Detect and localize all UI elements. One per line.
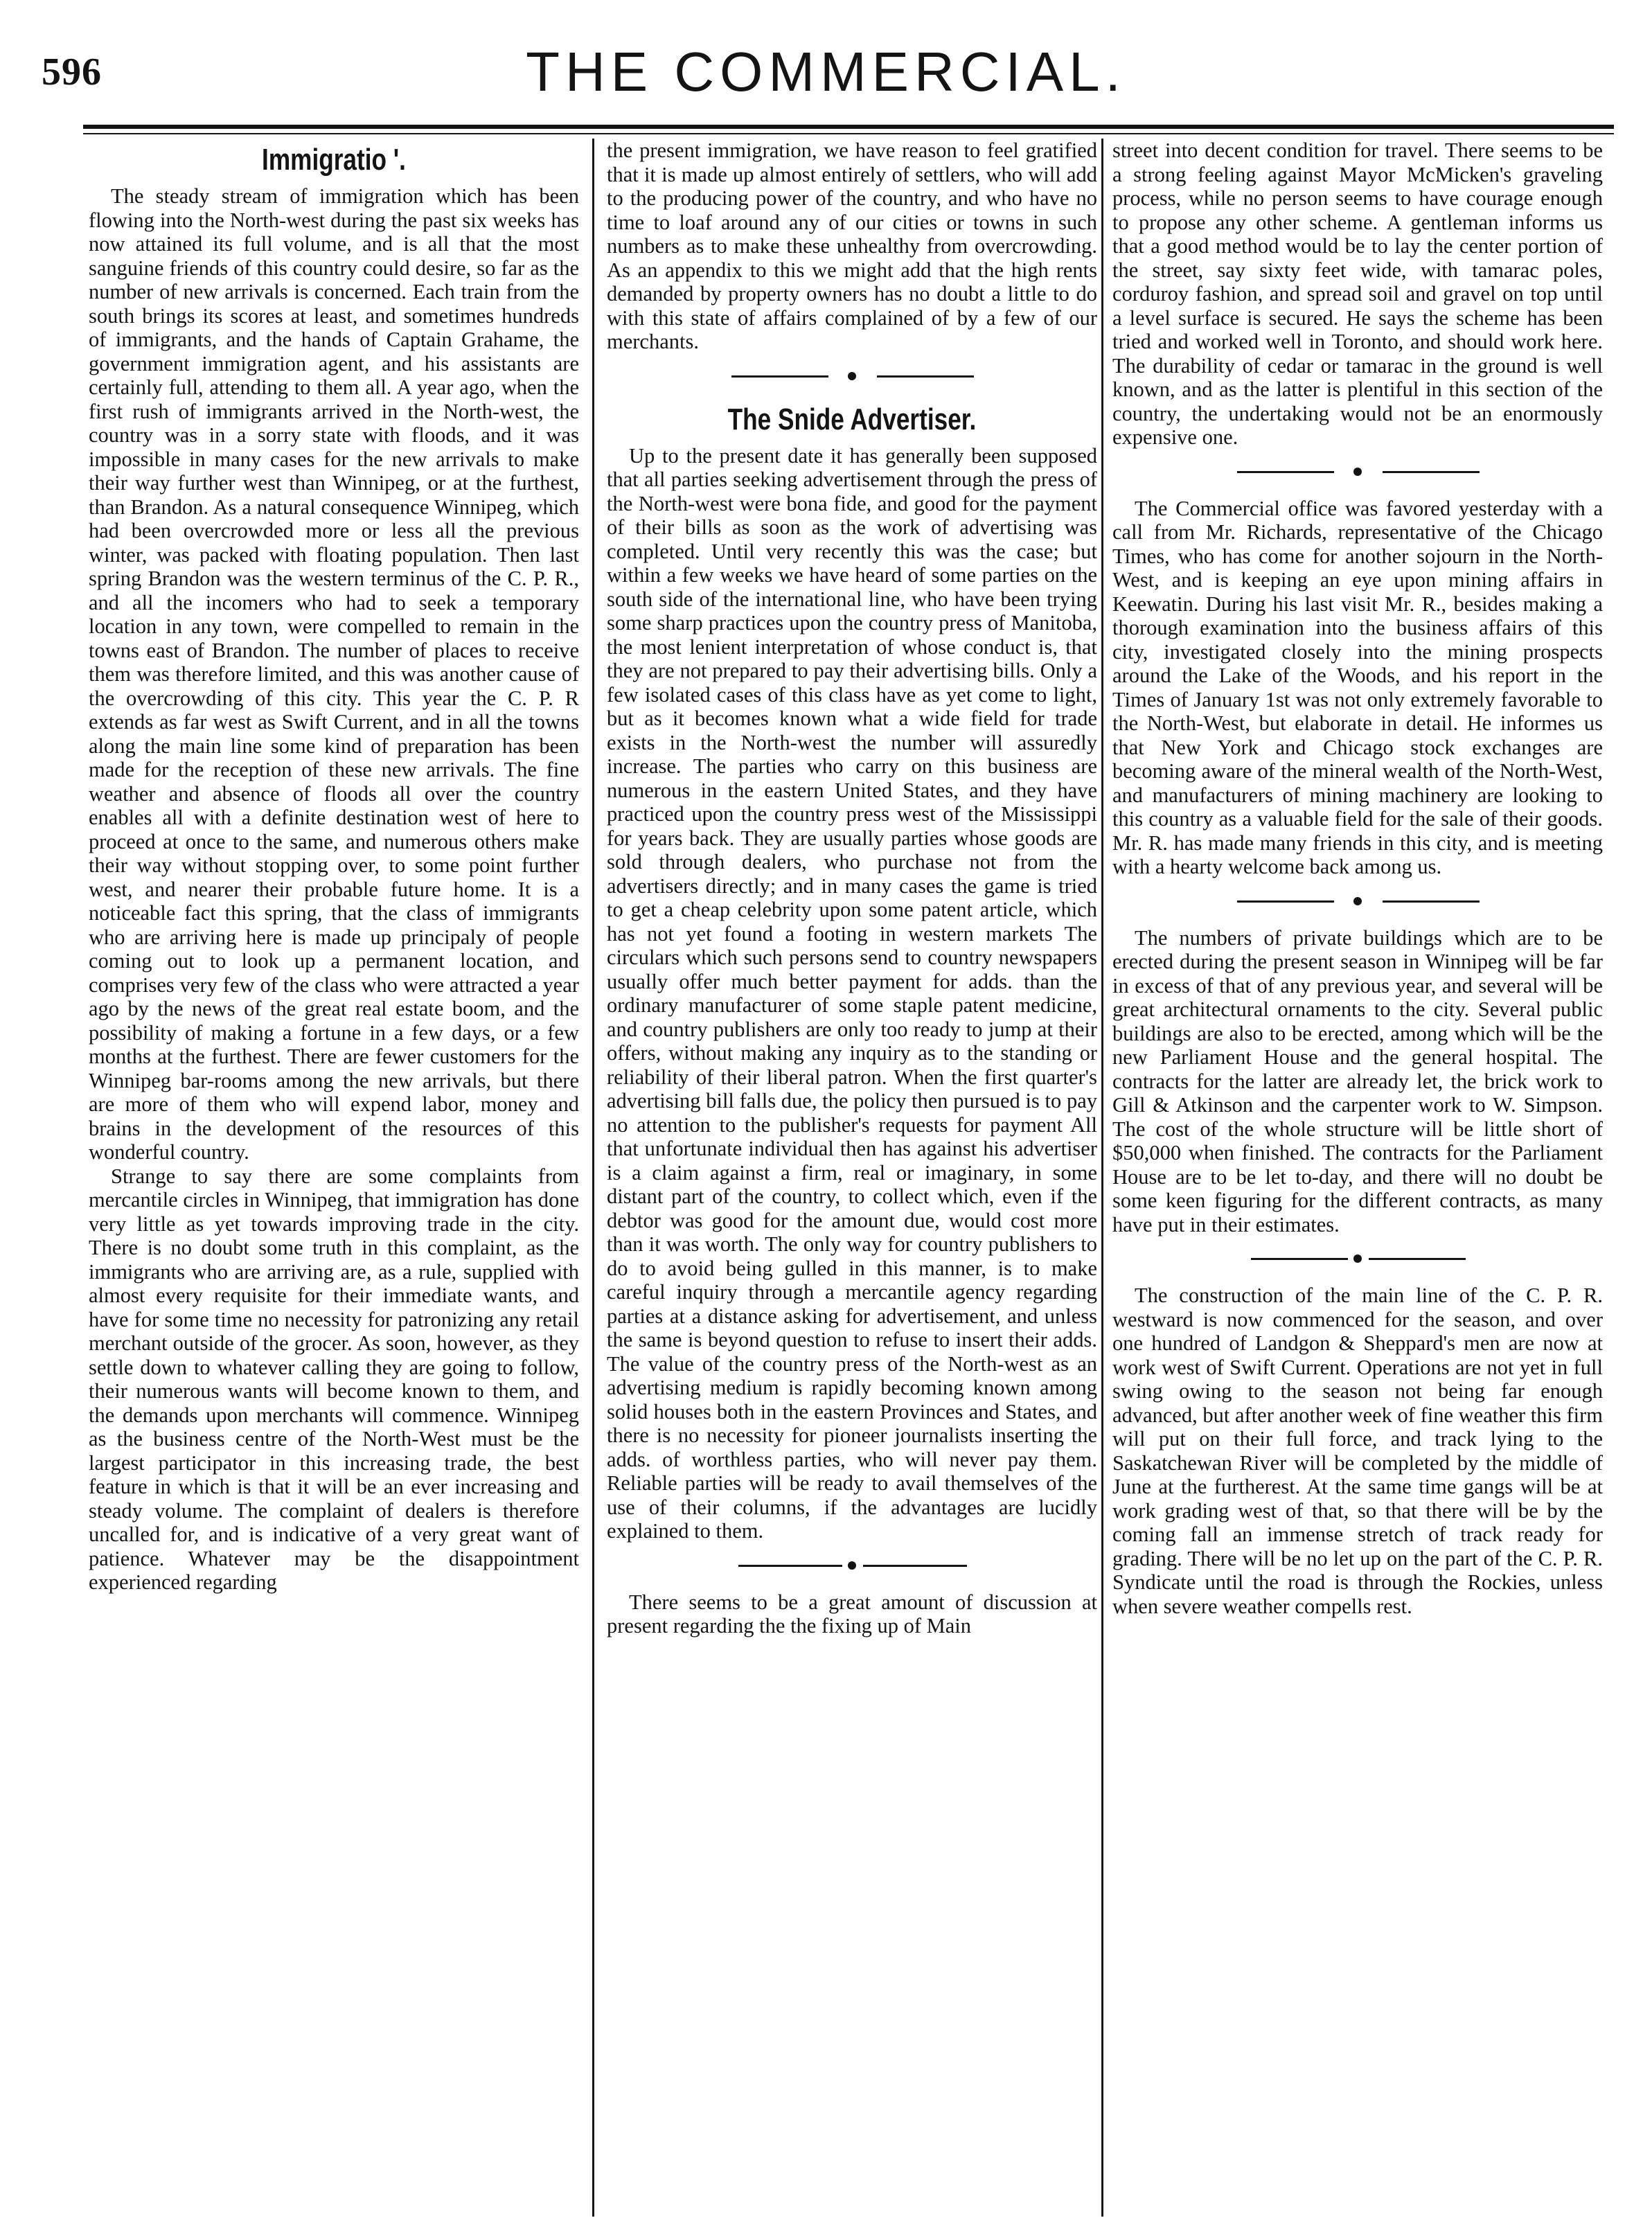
- section-separator: [607, 1553, 1097, 1578]
- column-divider: [592, 139, 594, 2217]
- masthead-rule-thin: [83, 133, 1614, 134]
- section-separator: [1112, 459, 1603, 484]
- article-paragraph: The steady stream of immigration which has been flowing into the North-west during the past six weeks has now attained its full volume, and is all that the most sanguine friends of this country could desire, so far as the number of new arrivals is concerned. Each train from the south brings its scores at least, and sometimes hundreds of immigrants, and the hands of Captain Grahame, the government immigration agent, and his assistants are certainly full, attending to them all. A year ago, when the first rush of immigrants arrived in the North-west, the country was in a sorry state with floods, and it was impossible in many cases for the new arrivals to make their way further west than Winnipeg, or at the furthest, than Brandon. As a natural consequence Winnipeg, which had been overcrowded more or less all the previous winter, was packed with floating population. Then last spring Brandon was the western terminus of the C. P. R., and all the incomers who had to seek a temporary location in any town, were compelled to remain in the towns east of Brandon. The number of places to receive them was therefore limited, and this was another cause of the overcrowding of this city. This year the C. P. R extends as far west as Swift Current, and in all the towns along the main line some kind of preparation has been made for the reception of these new arrivals. The fine weather and absence of floods all over the country enables all with a definite destination west of here to proceed at once to the same, and numerous others make their way without stopping over, to some point further west, and nearer their probable future home. It is a noticeable fact this spring, that the class of immigrants who are arriving here is made up principaly of people coming out to look up a permanent location, and comprises very few of the class who were attracted a year ago by the news of the great real estate boom, and the possibility of making a fortune in a few days, or a few months at the furthest. There are fewer customers for the Winnipeg bar-rooms among the new arrivals, but there are more of them who will expend labor, money and brains in the development of the resources of this wonderful country.: [89, 184, 579, 1164]
- column-1: [89, 139, 579, 2224]
- masthead-rule: [83, 125, 1614, 129]
- column-divider: [1101, 139, 1103, 2217]
- article-paragraph: The construction of the main line of the C. P. R. westward is now commenced for the season, and over one hundred of Landgon & Sheppard's men are now at work west of Swift Current. Operations are not yet in full swing owing to the season not being far enough advanced, but after another week of fine weather this firm will put on their full force, and track lying to the Saskatchewan River will be completed by the middle of June at the furtherest. At the same time gangs will be at work grading west of that, so that there will be by the coming fall an immense stretch of track ready for grading. There will be no let up on the part of the C. P. R. Syndicate until the road is through the Rockies, unless when severe weather compells rest.: [1112, 1284, 1603, 1618]
- article-headline-snide-advertiser: The Snide Advertiser.: [727, 402, 977, 436]
- masthead: [42, 36, 1610, 119]
- section-separator: [1112, 889, 1603, 914]
- article-paragraph: There seems to be a great amount of discussion at present regarding the the fixing up of Main: [607, 1590, 1097, 1638]
- section-separator: [1112, 1246, 1603, 1271]
- column-3: [1112, 139, 1603, 2224]
- article-continuation: the present immigration, we have reason to feel gratified that it is made up almost entirely of settlers, who will add to the producing power of the country, and who have no time to loaf around any of our cities or towns in such numbers as to make these unhealthy from overcrowding. As an appendix to this we might add that the high rents demanded by property owners has no doubt a little to do with this state of affairs complained of by a few of our merchants.: [607, 139, 1097, 353]
- article-paragraph: The Commercial office was favored yesterday with a call from Mr. Richards, representative of the Chicago Times, who has come for another sojourn in the North-West, and is keeping an eye upon mining affairs in Keewatin. During his last visit Mr. R., besides making a thorough examination into the business affairs of this city, investigated closely into the mining prospects around the Lake of the Woods, and his report in the Times of January 1st was not only extremely favorable to the North-West, but elaborate in detail. He informes us that New York and Chicago stock exchanges are becoming aware of the mineral wealth of the North-West, and manufacturers of mining machinery are looking to this country as a valuable field for the sale of their goods. Mr. R. has made many friends in this city, and is meeting with a hearty welcome back among us.: [1112, 496, 1603, 878]
- column-2: [607, 139, 1097, 2224]
- section-separator: [607, 364, 1097, 389]
- newspaper-title: THE COMMERCIAL.: [526, 41, 1126, 103]
- article-continuation: street into decent condition for travel. There seems to be a strong feeling against Mayor McMicken's graveling process, while no person seems to have courage enough to propose any other scheme. A gentleman informs us that a good method would be to lay the center portion of the street, say sixty feet wide, with tamarac poles, corduroy fashion, and spread soil and gravel on top until a level surface is secured. He says the scheme has been tried and worked well in Toronto, and should work here. The durability of cedar or tamarac in the ground is well known, and as the latter is plentiful in this section of the country, the undertaking would not be an enormously expensive one.: [1112, 139, 1603, 449]
- article-paragraph: Strange to say there are some complaints from mercantile circles in Winnipeg, that immigration has done very little as yet towards improving trade in the city. There is no doubt some truth in this complaint, as the immigrants who are arriving are, as a rule, supplied with almost every requisite for their immediate wants, and have for some time no necessity for patronizing any retail merchant outside of the grocer. As soon, however, as they settle down to whatever calling they are going to follow, their numerous wants will become known to them, and the demands upon merchants will commence. Winnipeg as the business centre of the North-West must be the largest participator in this increasing trade, the best feature in which is that it will be an ever increasing and steady volume. The complaint of dealers is therefore uncalled for, and is indicative of a very great want of patience. Whatever may be the disappointment experienced regarding: [89, 1164, 579, 1594]
- page-number: 596: [42, 51, 102, 94]
- article-headline-immigration: Immigratio '.: [262, 143, 406, 177]
- article-paragraph: Up to the present date it has generally been supposed that all parties seeking advertisement through the press of the North-west were bona fide, and good for the payment of their bills as soon as the work of advertising was completed. Until very recently this was the case; but within a few weeks we have heard of some parties on the south side of the international line, who have been trying some sharp practices upon the country press of Manitoba, the most lenient interpretation of whose conduct is, that they are not prepared to pay their advertising bills. Only a few isolated cases of this class have as yet come to light, but as it becomes known what a wide field for trade exists in the North-west the number will assuredly increase. The parties who carry on this business are numerous in the eastern United States, and they have practiced upon the country press west of the Mississippi for years back. They are usually parties whose goods are sold through dealers, who purchase not from the advertisers directly; and in many cases the game is tried to get a cheap celebrity upon some patent article, which has not yet found a footing in western markets The circulars which such persons send to country newspapers usually offer much better payment for adds. than the ordinary manufacturer of some staple patent medicine, and country publishers are only too ready to jump at their offers, without making any inquiry as to the standing or reliability of their liberal patron. When the first quarter's advertising bill falls due, the policy then pursued is to pay no attention to the publisher's requests for payment All that unfortunate individual then has against his advertiser is a claim against a firm, real or imaginary, in some distant part of the country, to collect which, even if the debtor was good for the amount due, would cost more than it was worth. The only way for country publishers to do to avoid being gulled in this manner, is to make careful inquiry through a mercantile agency regarding parties at a distance asking for advertisement, and unless the same is beyond question to refuse to insert their adds. The value of the country press of the North-west as an advertising medium is rapidly becoming known among solid houses both in the eastern Provinces and States, and there is no necessity for pioneer journalists inserting the adds. of worthless parties, who will never pay them. Reliable parties will be ready to avail themselves of the use of their columns, if the advantages are lucidly explained to them.: [607, 443, 1097, 1543]
- article-paragraph: The numbers of private buildings which are to be erected during the present season in Winnipeg will be far in excess of that of any previous year, and several will be great architectural ornaments to the city. Several public buildings are also to be erected, among which will be the new Parliament House and the general hospital. The contracts for the latter are already let, the brick work to Gill & Atkinson and the carpenter work to W. Simpson. The cost of the whole structure will be little short of $50,000 when finished. The contracts for the Parliament House are to be let to-day, and there will no doubt be some keen figuring for the different contracts, as many have put in their estimates.: [1112, 925, 1603, 1236]
